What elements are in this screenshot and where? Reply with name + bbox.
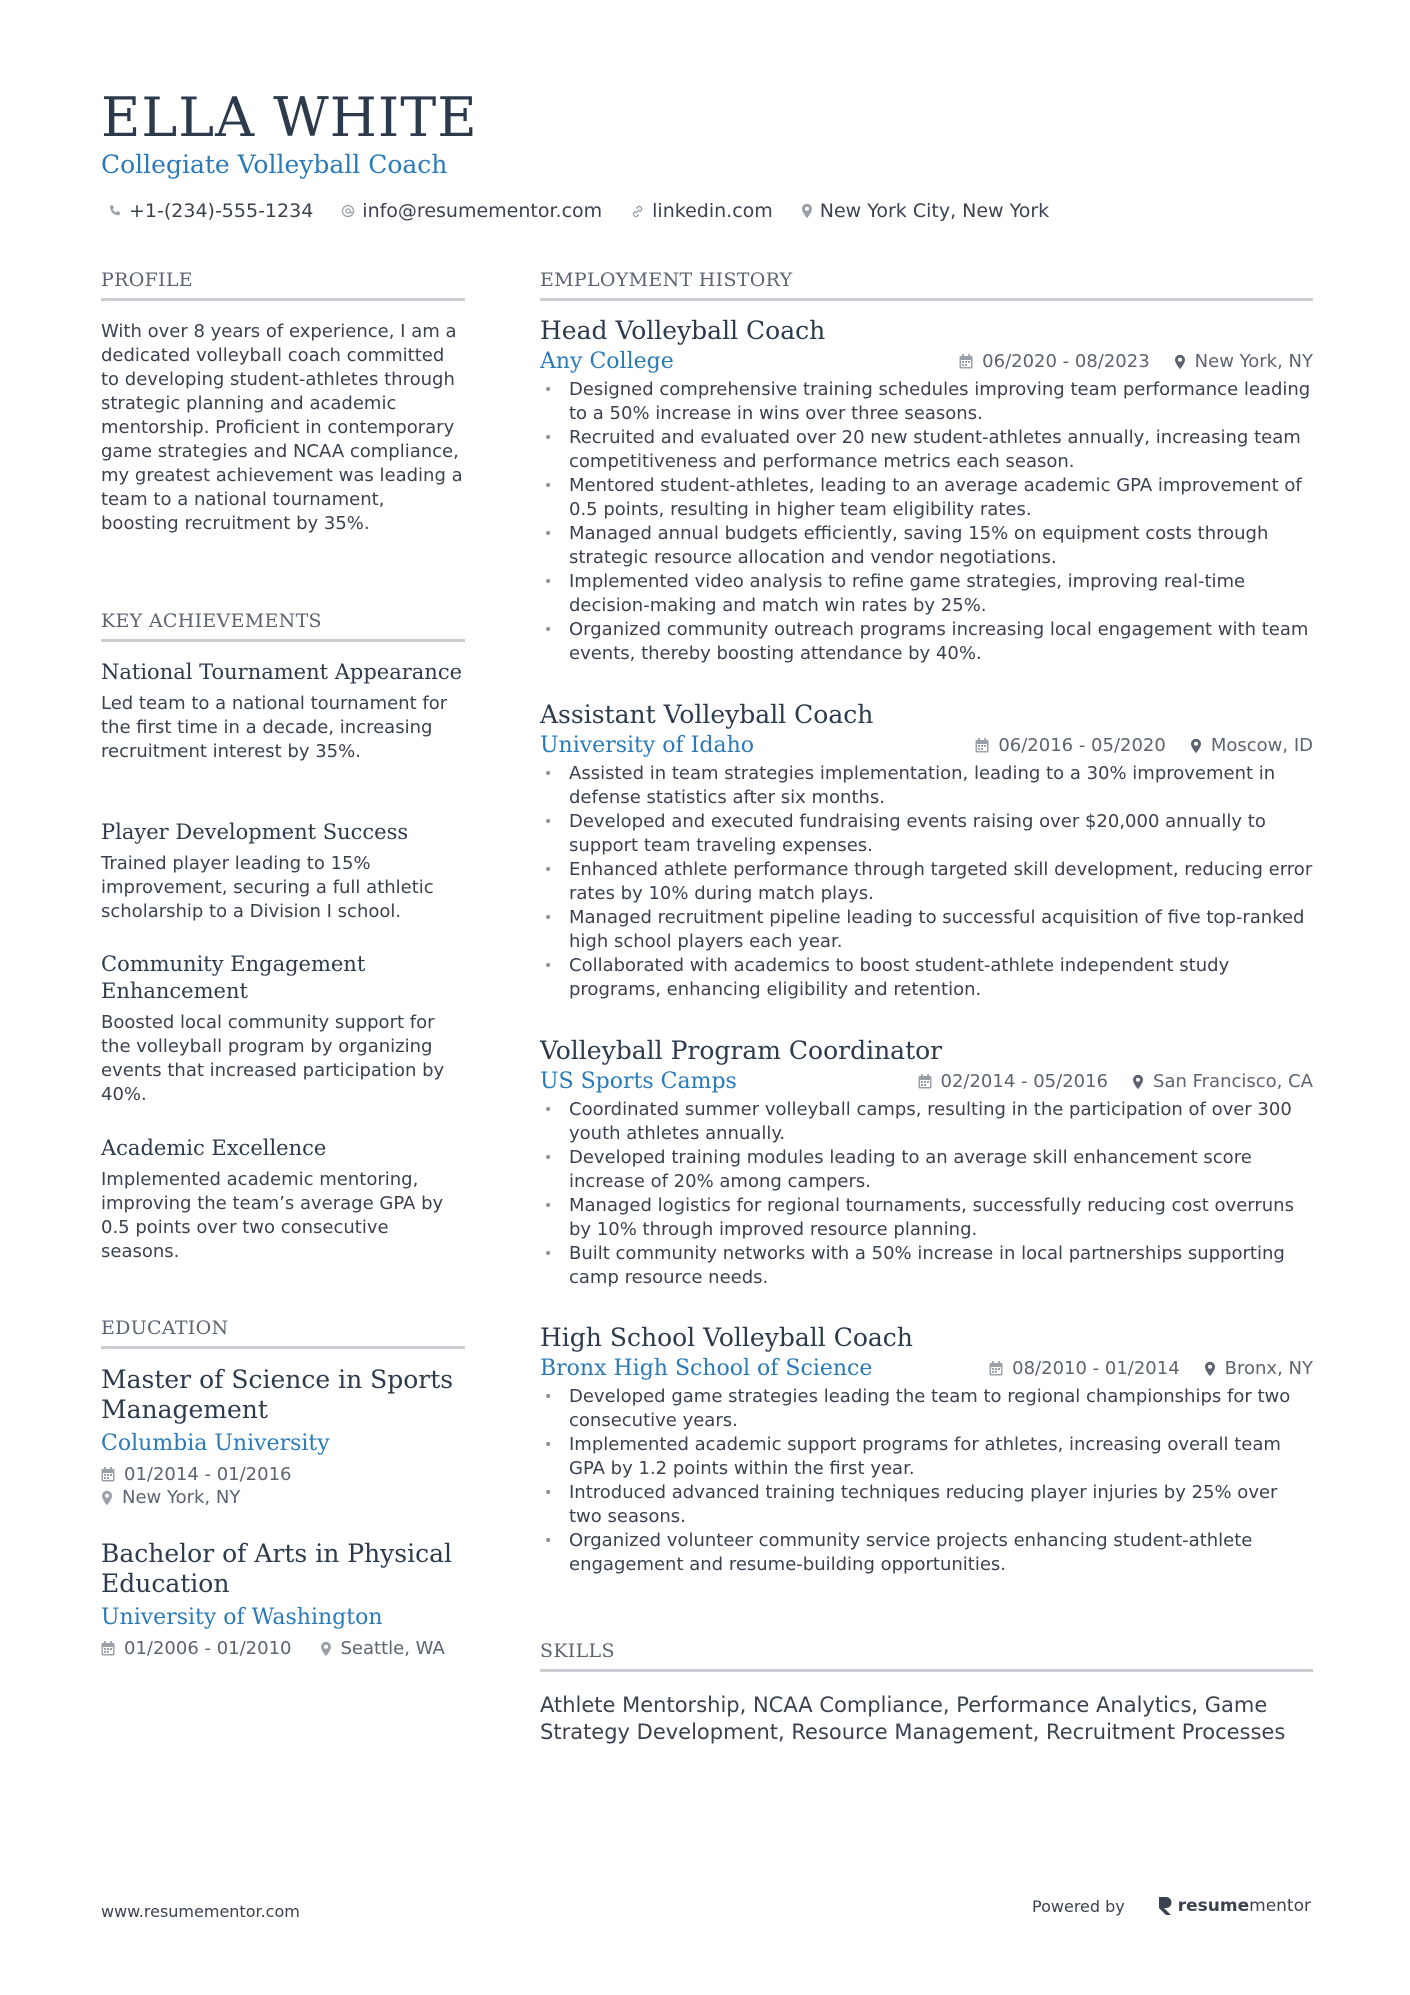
job-bullets	[540, 1098, 1313, 1290]
job-entry	[540, 1323, 1313, 1577]
calendar-icon	[918, 1074, 932, 1089]
skills-text: Athlete Mentorship, NCAA Compliance, Performance Analytics, Game Strategy Development, Resource Management, Recruitment Processes	[540, 1693, 1286, 1744]
calendar-icon	[959, 354, 973, 369]
footer-website[interactable]: www.resumementor.com	[101, 1902, 300, 1921]
date-text: 06/2016 - 05/2020	[998, 735, 1166, 756]
achievement-desc: Implemented academic mentoring, improving the team’s average GPA by 0.5 points over two consecutive seasons.	[101, 1169, 444, 1262]
list-item: • Organized volunteer community service projects enhancing student-athlete engagement and resume-building opportunities.	[540, 1529, 1313, 1577]
achievement-title: National Tournament Appearance	[101, 660, 463, 684]
job-location	[1132, 1071, 1313, 1092]
calendar-icon	[101, 1467, 115, 1482]
list-item: • Collaborated with academics to boost student-athlete independent study programs, enhancing eligibility and retention.	[540, 954, 1313, 1002]
school-name: Columbia University	[101, 1431, 330, 1456]
job-company: US Sports Camps	[540, 1069, 737, 1094]
phone-text: +1-(234)-555-1234	[129, 200, 314, 222]
location-pin-icon	[1190, 738, 1202, 754]
candidate-name: ELLA WHITE	[101, 86, 478, 149]
list-item: • Implemented video analysis to refine game strategies, improving real-time decision-making and match win rates by 25%.	[540, 570, 1313, 618]
job-location	[1204, 1358, 1313, 1379]
job-company: Any College	[540, 349, 674, 374]
job-title: High School Volleyball Coach	[540, 1323, 913, 1352]
location-text: Bronx, NY	[1224, 1358, 1313, 1379]
location-text: San Francisco, CA	[1153, 1071, 1313, 1092]
education-meta	[101, 1638, 465, 1659]
brand-name-bold: resume	[1177, 1896, 1250, 1916]
location-text: New York, NY	[1194, 351, 1313, 372]
contact-bar	[108, 200, 1077, 222]
degree-title: Bachelor of Arts in Physical Education	[101, 1539, 453, 1598]
school-name: University of Washington	[101, 1605, 383, 1630]
phone-icon	[108, 204, 122, 218]
job-title: Volleyball Program Coordinator	[540, 1036, 943, 1065]
job-dates	[989, 1358, 1180, 1379]
job-dates	[959, 351, 1150, 372]
contact-email[interactable]	[341, 200, 602, 222]
list-item: • Introduced advanced training techniques reducing player injuries by 25% over two seasons.	[540, 1481, 1313, 1529]
achievement-item	[101, 819, 465, 924]
skills-heading: SKILLS	[540, 1640, 1313, 1672]
location-pin-icon	[1204, 1361, 1216, 1377]
resumementor-logo-icon	[1157, 1896, 1173, 1916]
contact-linkedin[interactable]	[630, 200, 773, 222]
list-item: • Managed annual budgets efficiently, saving 15% on equipment costs through strategic resource allocation and vendor negotiations.	[540, 522, 1313, 570]
list-item: • Recruited and evaluated over 20 new student-athletes annually, increasing team competitiveness and performance metrics each season.	[540, 426, 1313, 474]
date-text: 08/2010 - 01/2014	[1012, 1358, 1180, 1379]
list-item: • Mentored student-athletes, leading to an average academic GPA improvement of 0.5 points, resulting in higher team eligibility rates.	[540, 474, 1313, 522]
linkedin-text: linkedin.com	[652, 200, 773, 222]
list-item: • Built community networks with a 50% increase in local partnerships supporting camp resource needs.	[540, 1242, 1313, 1290]
job-dates	[918, 1071, 1109, 1092]
location-pin-icon	[1132, 1074, 1144, 1090]
brand-logo[interactable]	[1157, 1896, 1311, 1916]
footer-brand	[1032, 1896, 1311, 1916]
list-item: • Designed comprehensive training schedules improving team performance leading to a 50% increase in wins over three seasons.	[540, 378, 1313, 426]
calendar-icon	[989, 1361, 1003, 1376]
job-entry	[540, 700, 1313, 1002]
link-icon	[630, 204, 645, 219]
list-item: • Developed and executed fundraising events raising over $20,000 annually to support team traveling expenses.	[540, 810, 1313, 858]
powered-by-text: Powered by	[1032, 1896, 1125, 1916]
brand-name-light: mentor	[1249, 1896, 1311, 1916]
education-dates	[101, 1464, 465, 1485]
list-item: • Managed recruitment pipeline leading to successful acquisition of five top-ranked high school players each year.	[540, 906, 1313, 954]
contact-location	[801, 200, 1049, 222]
education-item	[101, 1539, 465, 1659]
profile-heading: PROFILE	[101, 269, 465, 301]
achievement-desc: Trained player leading to 15% improvement, securing a full athletic scholarship to a Division I school.	[101, 853, 434, 922]
achievement-title: Community Engagement Enhancement	[101, 952, 366, 1003]
date-text: 02/2014 - 05/2016	[940, 1071, 1109, 1092]
employment-heading: EMPLOYMENT HISTORY	[540, 269, 1313, 301]
achievement-title: Player Development Success	[101, 820, 409, 844]
job-entry	[540, 1036, 1313, 1290]
list-item: • Assisted in team strategies implementation, leading to a 30% improvement in defense statistics after six months.	[540, 762, 1313, 810]
profile-section	[101, 320, 465, 536]
degree-title: Master of Science in Sports Management	[101, 1365, 454, 1424]
location-pin-icon	[1174, 354, 1186, 370]
job-location	[1174, 351, 1313, 372]
education-heading: EDUCATION	[101, 1317, 465, 1349]
profile-text: With over 8 years of experience, I am a dedicated volleyball coach committed to developing student-athletes through strategic planning and academic mentorship. Proficient in contemporary game strategies and NCAA compliance, my greatest achievement was leading a team to a national tournament, boosting recruitment by 35%.	[101, 321, 463, 534]
education-location	[101, 1487, 465, 1508]
contact-phone[interactable]	[108, 200, 313, 222]
location-pin-icon	[320, 1641, 332, 1657]
job-company: Bronx High School of Science	[540, 1356, 873, 1381]
achievement-desc: Led team to a national tournament for the first time in a decade, increasing recruitment interest by 35%.	[101, 693, 448, 762]
email-text: info@resumementor.com	[362, 200, 603, 222]
list-item: • Developed training modules leading to an average skill enhancement score increase of 20% among campers.	[540, 1146, 1313, 1194]
job-title: Assistant Volleyball Coach	[540, 700, 874, 729]
list-item: • Enhanced athlete performance through targeted skill development, reducing error rates by 10% during match plays.	[540, 858, 1313, 906]
at-icon	[341, 204, 355, 218]
date-text: 01/2014 - 01/2016	[124, 1464, 292, 1485]
location-pin-icon	[101, 1490, 113, 1506]
achievement-title: Academic Excellence	[101, 1136, 327, 1160]
date-text: 01/2006 - 01/2010	[124, 1638, 292, 1659]
job-company: University of Idaho	[540, 733, 754, 758]
achievement-item	[101, 951, 465, 1107]
calendar-icon	[101, 1641, 115, 1656]
location-text: New York, NY	[122, 1487, 241, 1508]
calendar-icon	[975, 738, 989, 753]
achievements-heading: KEY ACHIEVEMENTS	[101, 610, 465, 642]
achievement-desc: Boosted local community support for the volleyball program by organizing events that increased participation by 40%.	[101, 1012, 445, 1105]
date-text: 06/2020 - 08/2023	[982, 351, 1150, 372]
skills-section	[540, 1692, 1313, 1746]
location-text: New York City, New York	[819, 200, 1050, 222]
job-dates	[975, 735, 1166, 756]
list-item: • Developed game strategies leading the team to regional championships for two consecutive years.	[540, 1385, 1313, 1433]
list-item: • Organized community outreach programs increasing local engagement with team events, thereby boosting attendance by 40%.	[540, 618, 1313, 666]
job-bullets	[540, 378, 1313, 666]
education-item	[101, 1365, 465, 1508]
job-location	[1190, 735, 1313, 756]
job-bullets	[540, 762, 1313, 1002]
list-item: • Implemented academic support programs for athletes, increasing overall team GPA by 1.2 points within the first year.	[540, 1433, 1313, 1481]
location-pin-icon	[801, 203, 813, 219]
list-item: • Coordinated summer volleyball camps, resulting in the participation of over 300 youth athletes annually.	[540, 1098, 1313, 1146]
list-item: • Managed logistics for regional tournaments, successfully reducing cost overruns by 10% through improved resource planning.	[540, 1194, 1313, 1242]
location-text: Moscow, ID	[1210, 735, 1313, 756]
location-text: Seattle, WA	[340, 1638, 445, 1659]
achievement-item	[101, 1135, 465, 1264]
job-bullets	[540, 1385, 1313, 1577]
job-entry	[540, 316, 1313, 666]
candidate-role: Collegiate Volleyball Coach	[101, 150, 448, 179]
achievement-item	[101, 659, 465, 764]
job-title: Head Volleyball Coach	[540, 316, 826, 345]
